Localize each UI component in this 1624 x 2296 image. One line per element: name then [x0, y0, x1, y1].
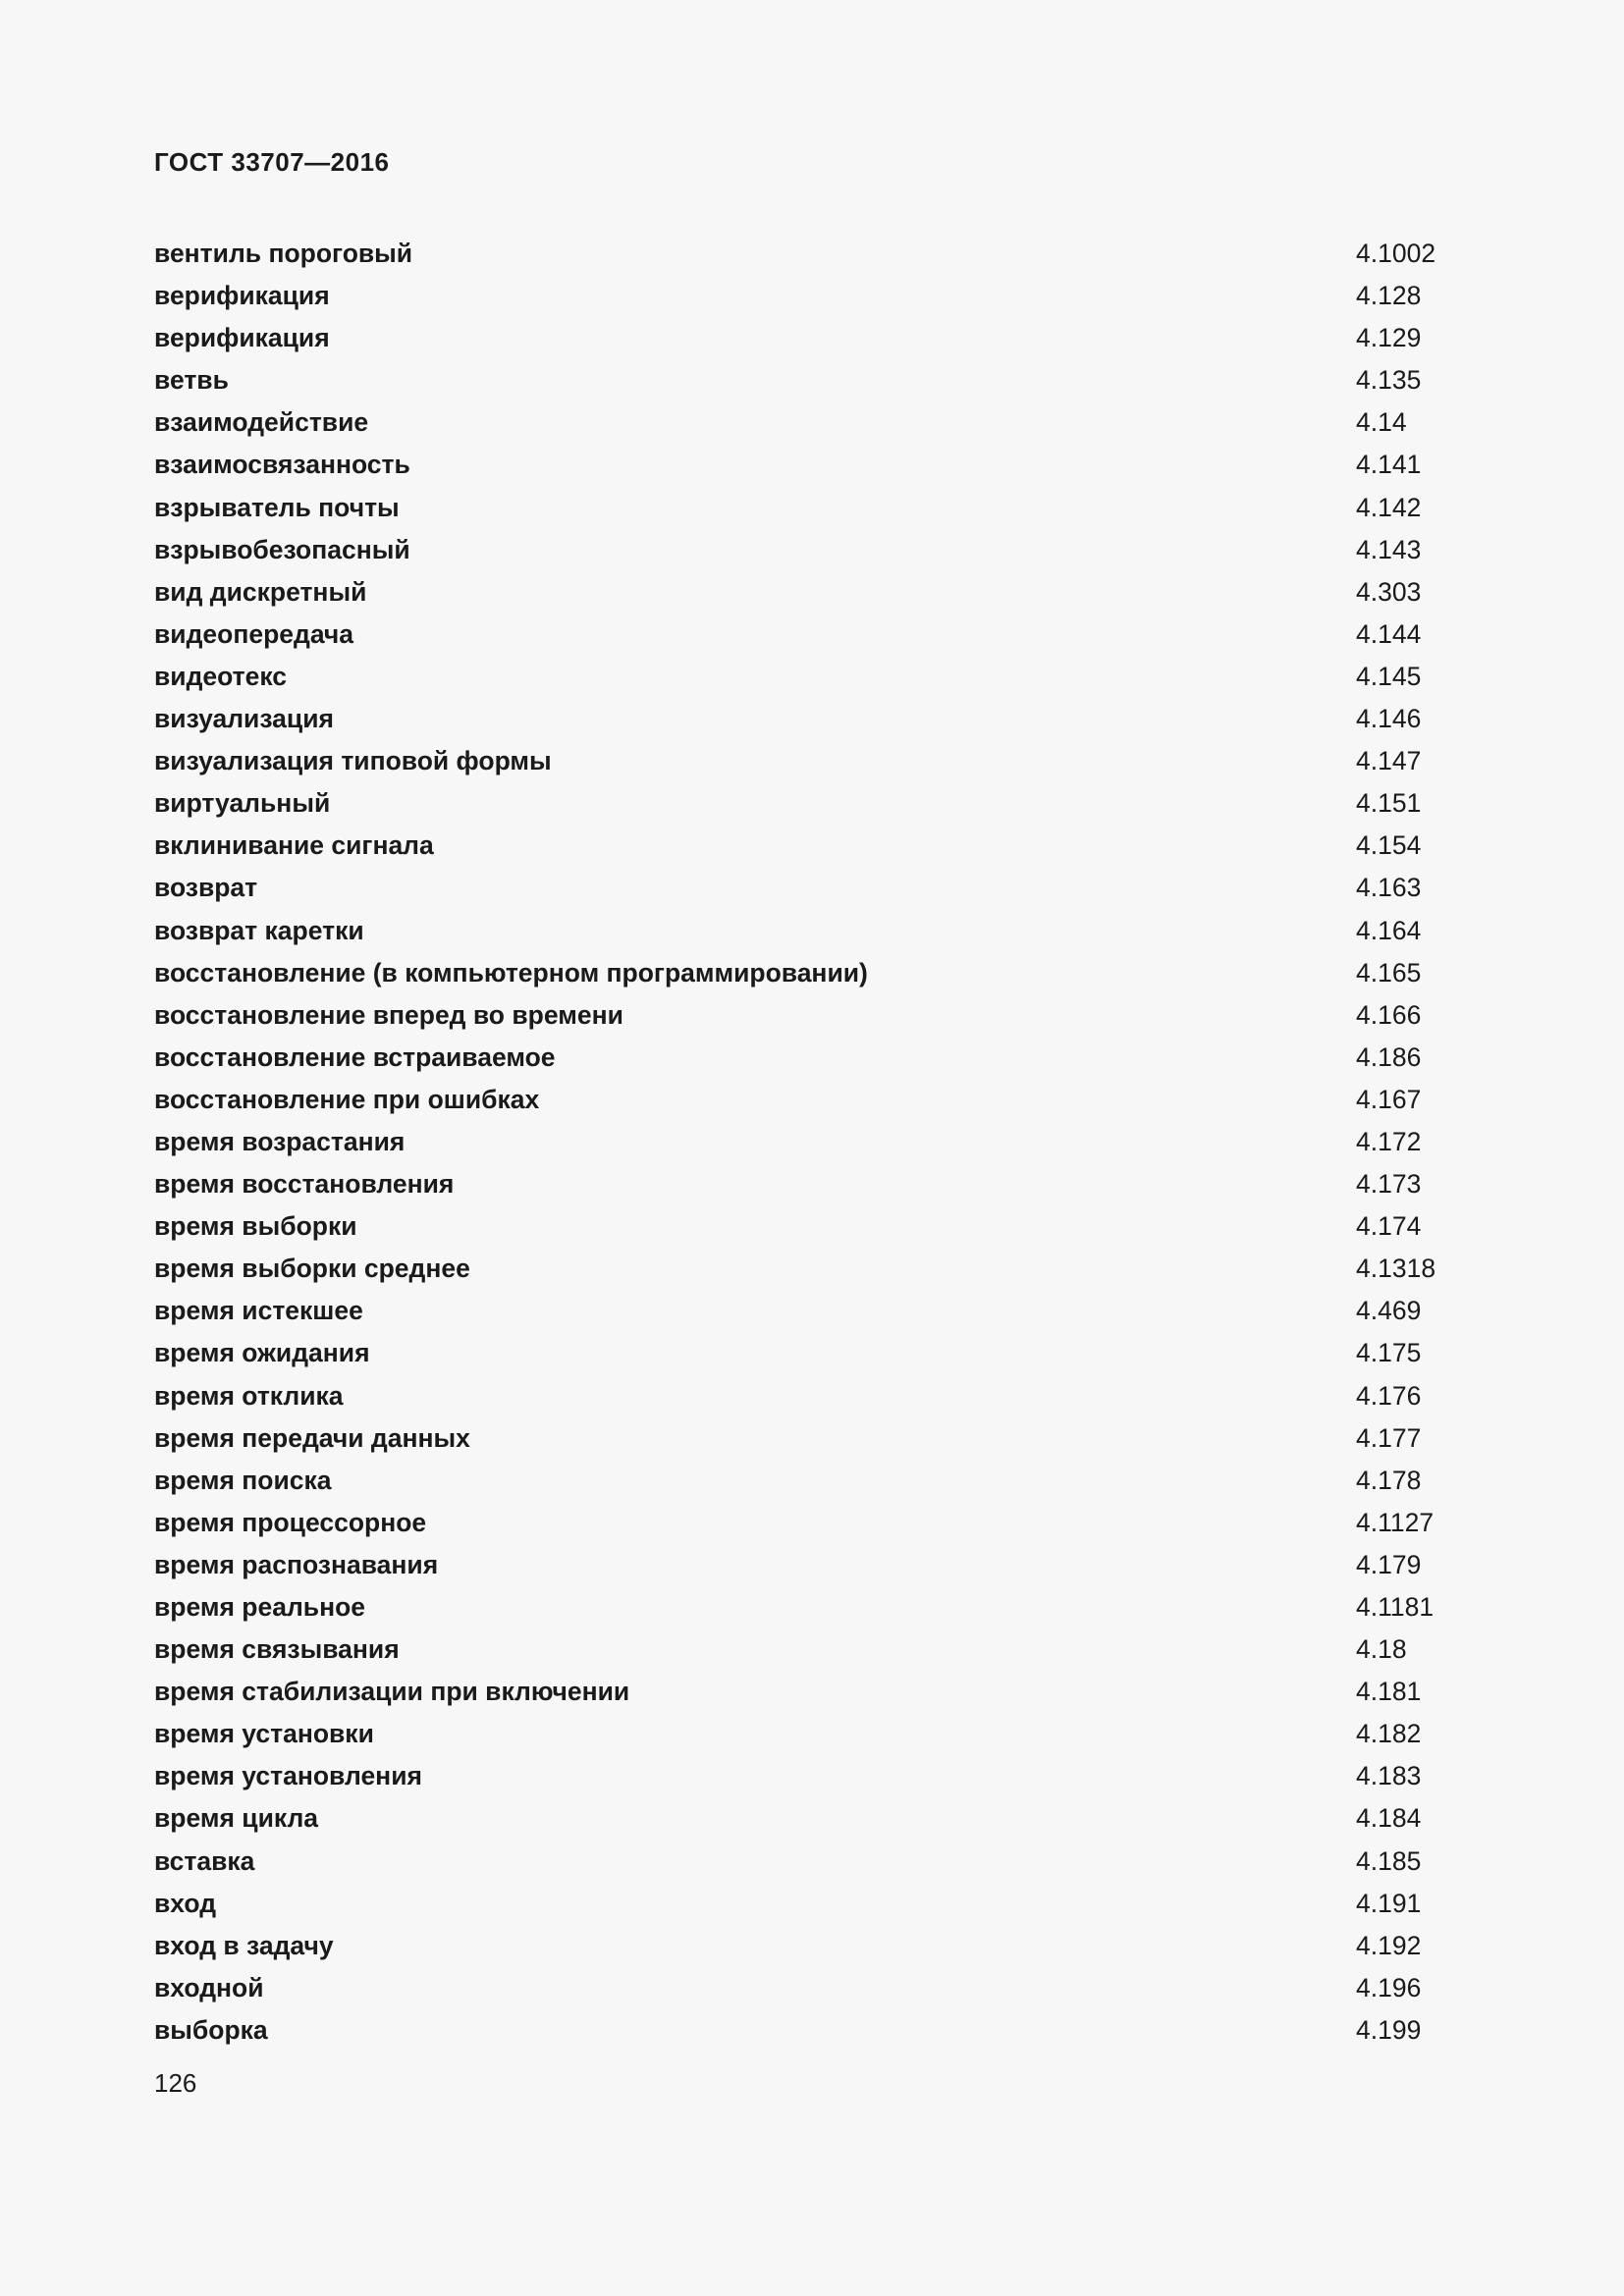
- index-reference-number: 4.186: [1356, 1041, 1422, 1072]
- index-reference-number: 4.166: [1356, 999, 1422, 1030]
- index-reference-number: 4.175: [1356, 1338, 1422, 1368]
- index-entry: [154, 1629, 1470, 1672]
- index-entry: [154, 445, 1470, 487]
- index-entry: [154, 1587, 1470, 1629]
- index-entry: [154, 1798, 1470, 1841]
- index-term: восстановление встраиваемое: [154, 1041, 556, 1072]
- index-reference-number: 4.141: [1356, 450, 1422, 480]
- index-term: время ожидания: [154, 1338, 370, 1368]
- index-term: восстановление вперед во времени: [154, 999, 623, 1030]
- index-reference-number: 4.163: [1356, 873, 1422, 903]
- index-entry: [154, 1376, 1470, 1418]
- index-entry: [154, 868, 1470, 910]
- index-entry: [154, 1038, 1470, 1080]
- index-entry: [154, 1206, 1470, 1249]
- index-reference-number: 4.199: [1356, 2014, 1422, 2045]
- index-reference-number: 4.14: [1356, 407, 1407, 438]
- index-reference-number: 4.146: [1356, 704, 1422, 734]
- index-reference-number: 4.182: [1356, 1719, 1422, 1749]
- index-entry: [154, 360, 1470, 402]
- index-reference-number: 4.174: [1356, 1211, 1422, 1242]
- index-term: взрыватель почты: [154, 492, 400, 522]
- index-term: верификация: [154, 281, 330, 311]
- index-term: время поиска: [154, 1465, 332, 1495]
- index-term: время распознавания: [154, 1549, 439, 1579]
- index-entry: [154, 1080, 1470, 1122]
- index-entry: [154, 1926, 1470, 1968]
- index-term: восстановление (в компьютерном программировании): [154, 957, 868, 988]
- index-entry: [154, 741, 1470, 783]
- index-term: выборка: [154, 2014, 268, 2045]
- index-term: возврат: [154, 873, 258, 903]
- index-entry: [154, 1968, 1470, 2010]
- index-term: вклинивание сигнала: [154, 830, 434, 861]
- index-term: время реальное: [154, 1592, 366, 1622]
- index-term: время отклика: [154, 1380, 344, 1411]
- index-entry: [154, 1461, 1470, 1503]
- index-entry: [154, 2010, 1470, 2053]
- index-entry: [154, 530, 1470, 572]
- index-reference-number: 4.145: [1356, 661, 1422, 691]
- index-reference-number: 4.128: [1356, 281, 1422, 311]
- index-reference-number: 4.143: [1356, 534, 1422, 564]
- index-reference-number: 4.173: [1356, 1169, 1422, 1200]
- index-term: взаимодействие: [154, 407, 369, 438]
- index-entry: [154, 1842, 1470, 1884]
- index-term: входной: [154, 1972, 264, 2002]
- index-reference-number: 4.191: [1356, 1888, 1422, 1918]
- index-reference-number: 4.179: [1356, 1549, 1422, 1579]
- index-term: время передачи данных: [154, 1422, 470, 1453]
- index-reference-number: 4.177: [1356, 1422, 1422, 1453]
- index-term: время установки: [154, 1719, 374, 1749]
- index-term: видеотекс: [154, 661, 288, 691]
- index-entry: [154, 995, 1470, 1038]
- index-reference-number: 4.181: [1356, 1677, 1422, 1707]
- index-term: вид дискретный: [154, 576, 367, 607]
- index-term: вход в задачу: [154, 1930, 334, 1960]
- index-reference-number: 4.1318: [1356, 1254, 1436, 1284]
- index-reference-number: 4.176: [1356, 1380, 1422, 1411]
- page-number: 126: [154, 2068, 197, 2098]
- index-entry: [154, 318, 1470, 360]
- index-reference-number: 4.185: [1356, 1845, 1422, 1876]
- index-term: верификация: [154, 323, 330, 353]
- index-term: время возрастания: [154, 1126, 406, 1156]
- index-term: видеопередача: [154, 618, 354, 649]
- index-term: восстановление при ошибках: [154, 1084, 540, 1114]
- index-entry: [154, 699, 1470, 741]
- index-entry: [154, 614, 1470, 657]
- index-term: возврат каретки: [154, 915, 364, 945]
- index-entry: [154, 953, 1470, 995]
- index-entry: [154, 1672, 1470, 1714]
- index-entry: [154, 783, 1470, 826]
- index-entry: [154, 1418, 1470, 1461]
- index-reference-number: 4.135: [1356, 365, 1422, 396]
- alphabetical-index: [154, 234, 1470, 2053]
- index-entry: [154, 911, 1470, 953]
- index-reference-number: 4.1127: [1356, 1507, 1435, 1537]
- index-term: время цикла: [154, 1803, 319, 1834]
- index-entry: [154, 657, 1470, 699]
- index-term: время выборки среднее: [154, 1254, 470, 1284]
- index-term: время стабилизации при включении: [154, 1677, 630, 1707]
- index-term: вход: [154, 1888, 217, 1918]
- index-reference-number: 4.196: [1356, 1972, 1422, 2002]
- index-entry: [154, 488, 1470, 530]
- index-entry: [154, 1291, 1470, 1333]
- index-entry: [154, 1884, 1470, 1926]
- index-reference-number: 4.151: [1356, 788, 1422, 819]
- index-entry: [154, 1333, 1470, 1375]
- index-term: время процессорное: [154, 1507, 427, 1537]
- index-reference-number: 4.184: [1356, 1803, 1422, 1834]
- index-entry: [154, 234, 1470, 276]
- index-reference-number: 4.18: [1356, 1634, 1407, 1665]
- index-term: виртуальный: [154, 788, 331, 819]
- index-reference-number: 4.154: [1356, 830, 1422, 861]
- index-reference-number: 4.183: [1356, 1761, 1422, 1791]
- index-term: время восстановления: [154, 1169, 455, 1200]
- index-entry: [154, 1714, 1470, 1756]
- index-entry: [154, 1756, 1470, 1798]
- index-reference-number: 4.192: [1356, 1930, 1422, 1960]
- index-entry: [154, 1545, 1470, 1587]
- index-term: взрывобезопасный: [154, 534, 410, 564]
- index-term: ветвь: [154, 365, 229, 396]
- index-entry: [154, 572, 1470, 614]
- index-term: время связывания: [154, 1634, 400, 1665]
- index-reference-number: 4.164: [1356, 915, 1422, 945]
- index-reference-number: 4.1002: [1356, 239, 1436, 268]
- index-entry: [154, 402, 1470, 445]
- index-reference-number: 4.167: [1356, 1084, 1422, 1114]
- index-reference-number: 4.1181: [1356, 1592, 1435, 1622]
- index-term: вставка: [154, 1845, 255, 1876]
- index-reference-number: 4.303: [1356, 576, 1422, 607]
- index-term: время истекшее: [154, 1296, 363, 1326]
- index-reference-number: 4.178: [1356, 1465, 1422, 1495]
- index-term: визуализация: [154, 704, 334, 734]
- index-term: вентиль пороговый: [154, 239, 413, 268]
- index-reference-number: 4.469: [1356, 1296, 1422, 1326]
- index-reference-number: 4.147: [1356, 746, 1422, 776]
- document-header: ГОСТ 33707—2016: [154, 147, 390, 177]
- index-entry: [154, 1122, 1470, 1164]
- index-reference-number: 4.165: [1356, 957, 1422, 988]
- index-reference-number: 4.142: [1356, 492, 1422, 522]
- index-reference-number: 4.129: [1356, 323, 1422, 353]
- index-term: время выборки: [154, 1211, 357, 1242]
- index-entry: [154, 1249, 1470, 1291]
- index-entry: [154, 1503, 1470, 1545]
- index-term: время установления: [154, 1761, 422, 1791]
- index-entry: [154, 826, 1470, 868]
- index-term: взаимосвязанность: [154, 450, 410, 480]
- index-entry: [154, 1164, 1470, 1206]
- index-entry: [154, 276, 1470, 318]
- index-term: визуализация типовой формы: [154, 746, 552, 776]
- index-reference-number: 4.172: [1356, 1126, 1422, 1156]
- index-reference-number: 4.144: [1356, 618, 1422, 649]
